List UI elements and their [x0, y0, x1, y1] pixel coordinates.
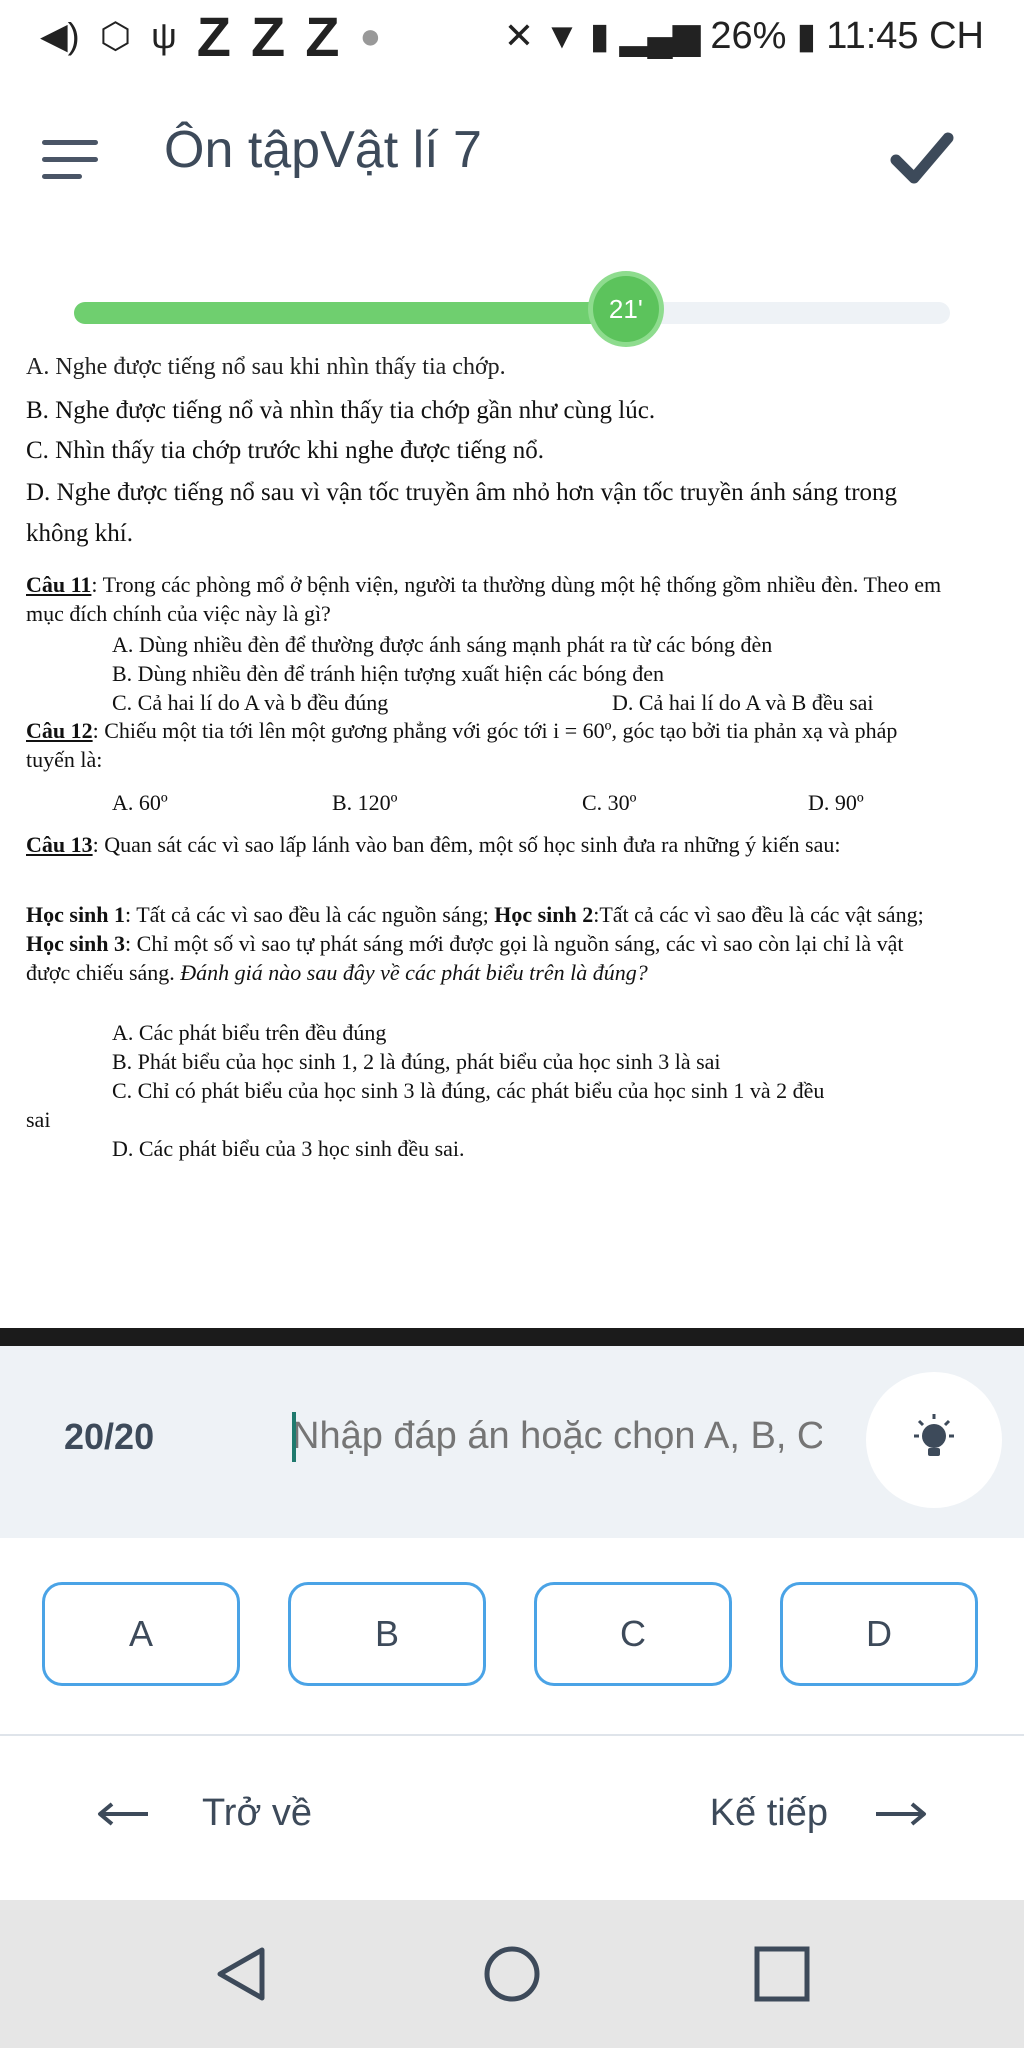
q13-option-a: A. Các phát biểu trên đều đúng — [112, 1020, 387, 1045]
mute-icon: ✕ — [503, 15, 535, 56]
q12-text: : Chiếu một tia tới lên một gương phẳng với góc tới i = 60º, góc tạo bởi tia phản xạ và pháp tuyến là: — [26, 718, 898, 772]
hs2-label: Học sinh 2 — [494, 902, 594, 927]
q13-option-b: B. Phát biểu của học sinh 1, 2 là đúng, phát biểu của học sinh 3 là sai — [112, 1049, 721, 1074]
choice-buttons — [0, 1538, 1024, 1736]
q13-ask: Đánh giá nào sau đây về các phát biểu trên là đúng? — [180, 960, 648, 985]
q12-option-a: A. 60º — [112, 790, 168, 815]
answer-input[interactable] — [290, 1401, 824, 1471]
hs2-text: :Tất cả các vì sao đều là các vật sáng; — [593, 902, 924, 927]
back-button[interactable] — [96, 1792, 312, 1835]
divider — [0, 1328, 1024, 1346]
choice-d-button[interactable]: D — [780, 1582, 978, 1686]
cut-off-line: A. Nghe được tiếng nổ sau khi nhìn thấy tia chớp. — [26, 354, 506, 380]
question-counter: 20/20 — [64, 1416, 155, 1457]
system-nav-bar — [0, 1900, 1024, 2048]
menu-icon[interactable] — [42, 140, 98, 180]
q11-option-b: B. Dùng nhiều đèn để tránh hiện tượng xuất hiện các bóng đen — [112, 661, 665, 686]
usb-icon: ψ — [151, 15, 177, 56]
q13-stem — [26, 830, 948, 859]
lightbulb-icon — [906, 1412, 962, 1468]
q11-text: : Trong các phòng mổ ở bệnh viện, người ta thường dùng một hệ thống gồm nhiều đèn. Theo em mục đích chính của việc này là gì? — [26, 572, 942, 626]
choice-a-button[interactable]: A — [42, 1582, 240, 1686]
q11-option-c: C. Cả hai lí do A và b đều đúng — [112, 690, 389, 715]
check-icon[interactable] — [890, 130, 954, 186]
question-nav — [0, 1736, 1024, 1900]
q10-option-c: C. Nhìn thấy tia chớp trước khi nghe được tiếng nổ. — [26, 437, 545, 464]
q11-option-d: D. Cả hai lí do A và B đều sai — [612, 690, 874, 715]
battery-percent: 26% — [710, 14, 787, 57]
nav-home-icon[interactable] — [482, 1944, 542, 2004]
q13-statements — [26, 900, 948, 987]
z-mark: Z — [251, 4, 286, 68]
hs3-label: Học sinh 3 — [26, 931, 126, 956]
z-mark: Z — [305, 4, 340, 68]
timer-progress-bar — [74, 293, 950, 324]
q13-label: Câu 13 — [26, 832, 93, 857]
clock: 11:45 CH — [826, 14, 984, 57]
hint-button[interactable] — [866, 1372, 1002, 1508]
choice-b-button[interactable]: B — [288, 1582, 486, 1686]
settings-icon: ⬡ — [99, 15, 132, 56]
text-caret — [292, 1412, 296, 1462]
next-button[interactable] — [710, 1792, 928, 1835]
q10-option-d: D. Nghe được tiếng nổ sau vì vận tốc truyền âm nhỏ hơn vận tốc truyền ánh sáng trong không khí. — [26, 479, 898, 547]
q11-label: Câu 11 — [26, 572, 92, 597]
q12-option-d: D. 90º — [808, 790, 864, 815]
battery-icon: ▮ — [796, 15, 817, 56]
q12-option-c: C. 30º — [582, 790, 637, 815]
timer-label: 21' — [608, 293, 643, 324]
q11-stem — [26, 570, 948, 628]
hs3-text: : Chỉ một số vì sao tự phát sáng mới được gọi là nguồn sáng, các vì sao còn lại chỉ là vật được chiếu sáng. — [26, 931, 904, 985]
wifi-icon: ▼ — [544, 15, 580, 56]
choice-c-button[interactable]: C — [534, 1582, 732, 1686]
q12-label: Câu 12 — [26, 718, 93, 743]
sim-icon: ▮ — [589, 15, 610, 56]
next-label: Kế tiếp — [709, 1792, 828, 1834]
progress-fill — [74, 302, 626, 324]
q12-option-b: B. 120º — [332, 790, 398, 815]
signal-icon: ▂▄▆ — [619, 15, 701, 56]
question-document — [0, 354, 1024, 1328]
arrow-right-icon — [874, 1802, 928, 1826]
nav-recents-icon[interactable] — [752, 1944, 812, 2004]
q13-option-c: C. Chỉ có phát biểu của học sinh 3 là đúng, các phát biểu của học sinh 1 và 2 đều — [112, 1078, 825, 1103]
q13-text: : Quan sát các vì sao lấp lánh vào ban đêm, một số học sinh đưa ra những ý kiến sau: — [92, 832, 841, 857]
q11-option-a: A. Dùng nhiều đèn để thường được ánh sáng mạnh phát ra từ các bóng đèn — [112, 632, 773, 657]
q12-stem — [26, 716, 948, 774]
q13-option-d: D. Các phát biểu của 3 học sinh đều sai. — [112, 1136, 465, 1161]
q10-option-b: B. Nghe được tiếng nổ và nhìn thấy tia chớp gần như cùng lúc. — [26, 397, 656, 424]
z-mark: Z — [196, 4, 232, 68]
back-label: Trở về — [202, 1792, 313, 1834]
volume-icon: ◀) — [40, 15, 80, 56]
hs1-label: Học sinh 1 — [26, 902, 126, 927]
location-icon: ● — [359, 15, 382, 56]
status-bar — [0, 0, 1024, 72]
arrow-left-icon — [96, 1802, 150, 1826]
app-bar — [0, 90, 1024, 230]
answer-panel — [0, 1346, 1024, 1538]
page-title: Ôn tậpVật lí 7 — [164, 121, 482, 179]
timer-knob — [593, 276, 659, 342]
nav-back-icon[interactable] — [212, 1944, 272, 2004]
hs1-text: : Tất cả các vì sao đều là các nguồn sáng; — [125, 902, 495, 927]
q13-option-c-wrap: sai — [26, 1107, 51, 1132]
